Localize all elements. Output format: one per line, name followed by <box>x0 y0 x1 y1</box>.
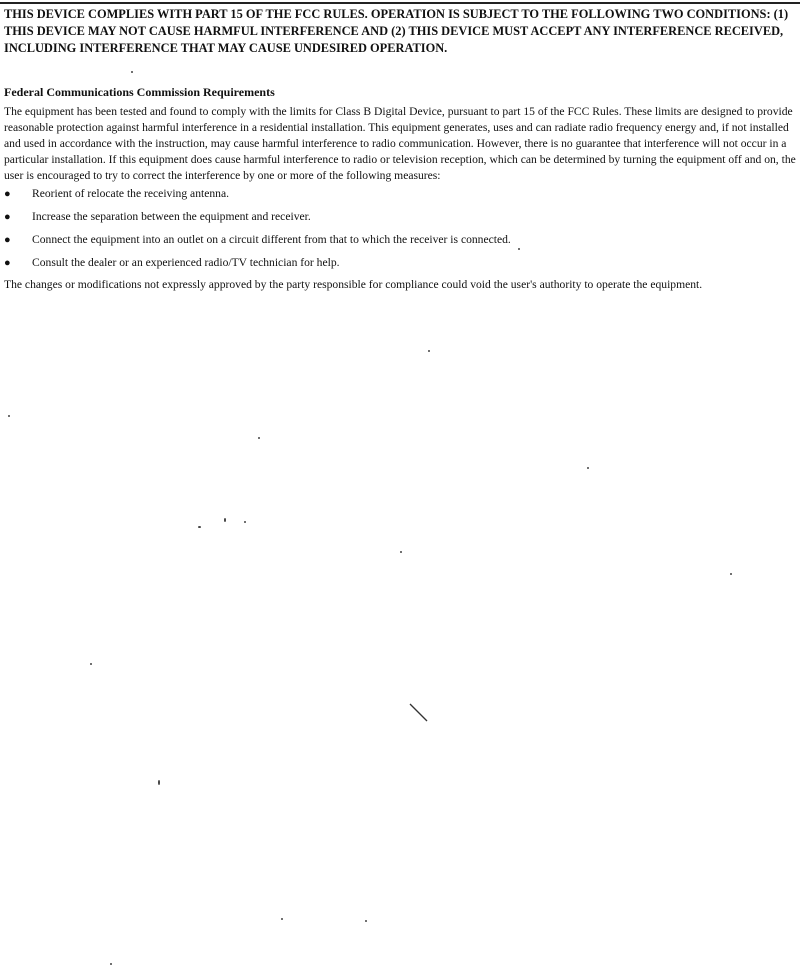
scan-speck <box>258 437 260 439</box>
scan-speck <box>281 918 283 920</box>
measures-list <box>4 186 796 271</box>
fcc-compliance-notice: THIS DEVICE COMPLIES WITH PART 15 OF THE FCC RULES. OPERATION IS SUBJECT TO THE FOLLOWING TWO CONDITIONS: (1) THIS DEVICE MAY NOT CAUSE HARMFUL INTERFERENCE AND (2) THIS DEVICE MUST ACCEPT ANY INTERFERENCE RECEIVED, INCLUDING INTERFERENCE THAT MAY CAUSE UNDESIRED OPERATION. <box>4 7 789 55</box>
scan-speck <box>518 248 520 250</box>
scan-speck <box>131 71 133 73</box>
scan-speck <box>224 518 226 522</box>
closing-paragraph: The changes or modifications not expressly approved by the party responsible for compliance could void the user's authority to operate the equipment. <box>4 278 703 291</box>
scan-speck <box>428 350 430 352</box>
list-item <box>4 255 796 271</box>
scan-stroke <box>408 702 430 724</box>
scan-speck <box>8 415 10 417</box>
requirements-paragraph: The equipment has been tested and found to comply with the limits for Class B Digital Device, pursuant to part 15 of the FCC Rules. These limits are designed to provide reasonable protection against harmful interference in a residential installation. This equipment generates, uses and can radiate radio frequency energy and, if not installed and used in accordance with the instruction, may cause harmful interference to radio communication. However, there is no guarantee that interference will not occur in a particular installation. If this equipment does cause harmful interference to radio or television reception, which can be determined by turning the equipment off and on, the user is encouraged to try to correct the interference by one or more of the following measures: <box>4 105 796 182</box>
measure-text: Increase the separation between the equipment and receiver. <box>32 210 311 223</box>
bullet-icon: ● <box>4 257 11 269</box>
scan-speck <box>244 521 246 523</box>
bullet-icon: ● <box>4 188 11 200</box>
section-heading: Federal Communications Commission Requirements <box>4 85 275 99</box>
scan-speck <box>110 963 112 965</box>
scan-speck <box>158 780 160 785</box>
scan-speck <box>198 526 201 528</box>
scan-speck <box>90 663 92 665</box>
list-item <box>4 232 796 248</box>
list-item <box>4 186 796 202</box>
scan-speck <box>400 551 402 553</box>
bullet-icon: ● <box>4 211 11 223</box>
measure-text: Connect the equipment into an outlet on a circuit different from that to which the receiver is connected. <box>32 233 511 246</box>
top-rule <box>0 2 800 4</box>
scan-speck <box>365 920 367 922</box>
document-page <box>4 6 796 293</box>
bullet-icon: ● <box>4 234 11 246</box>
list-item <box>4 209 796 225</box>
scan-speck <box>587 467 589 469</box>
measure-text: Reorient of relocate the receiving antenna. <box>32 187 229 200</box>
measure-text: Consult the dealer or an experienced radio/TV technician for help. <box>32 256 340 269</box>
scan-speck <box>730 573 732 575</box>
